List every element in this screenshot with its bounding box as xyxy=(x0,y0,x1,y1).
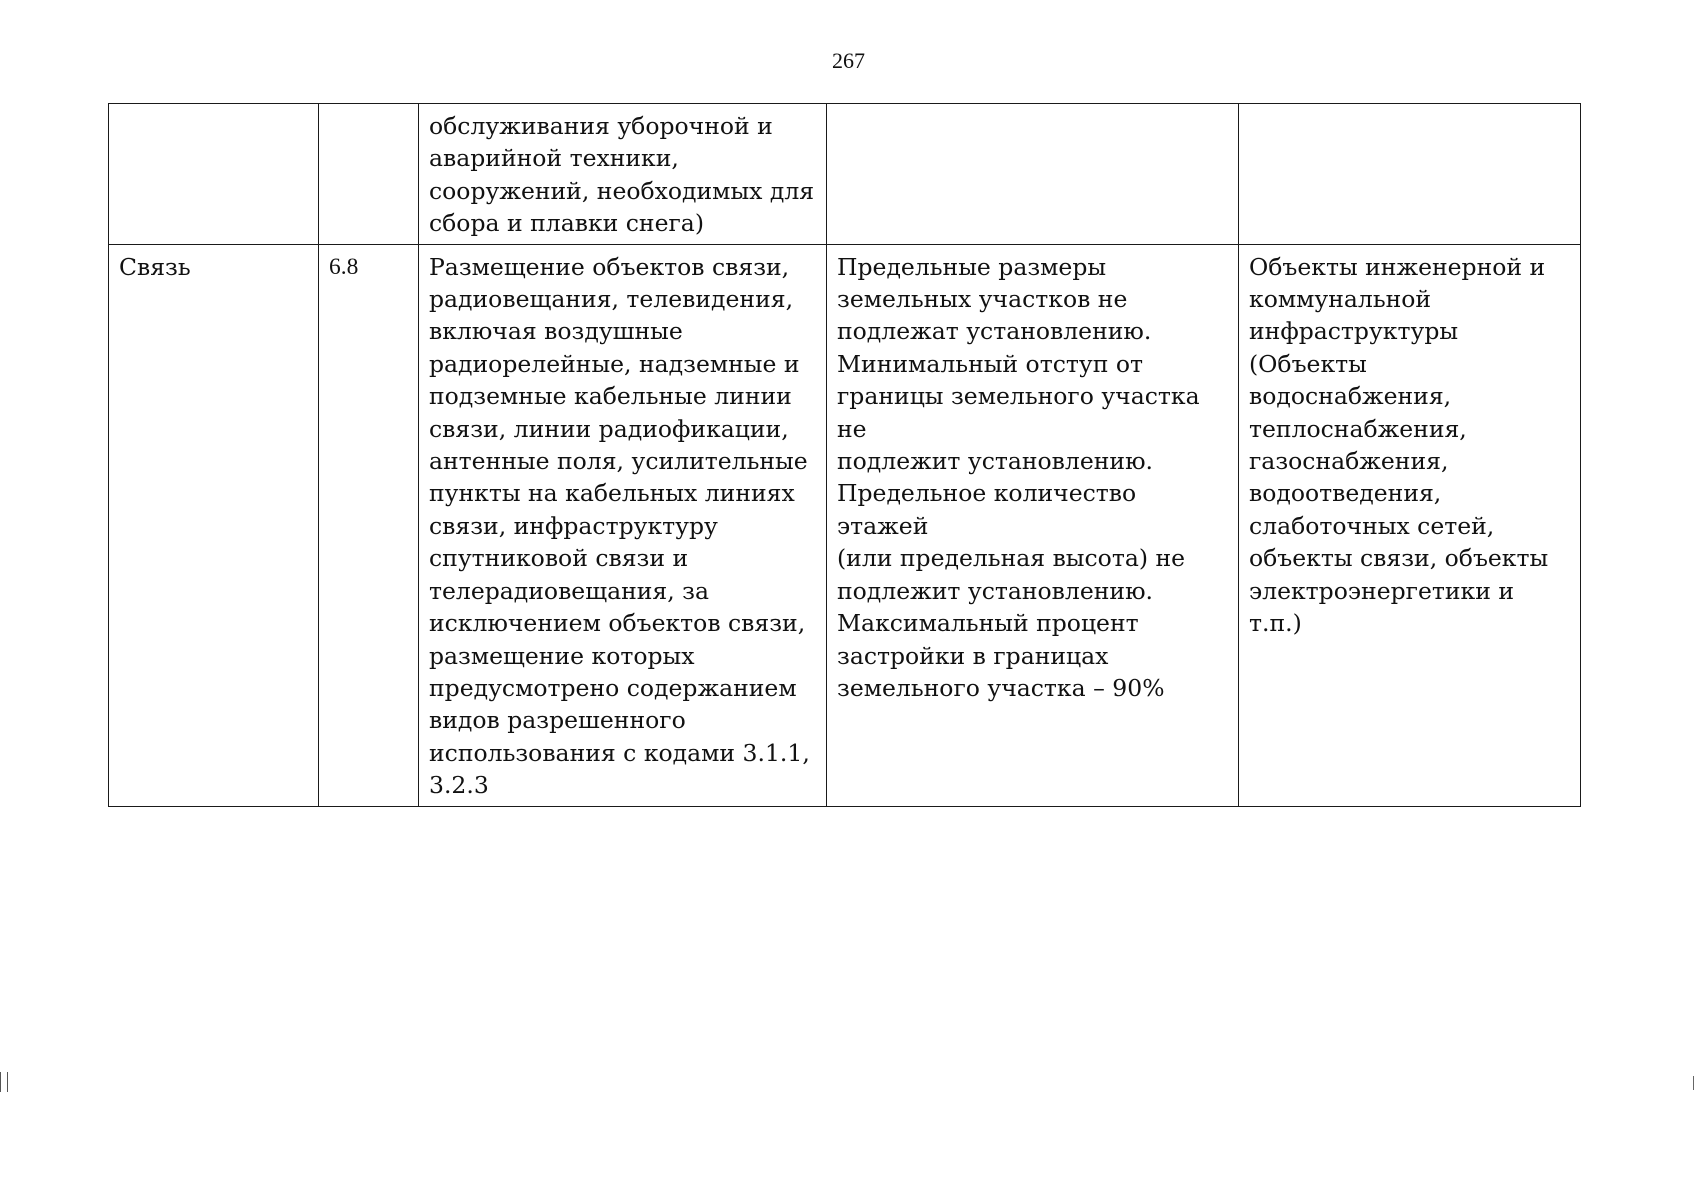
land-use-table xyxy=(108,103,1581,807)
cell-auxiliary-uses: Объекты инженерной и коммунальной инфраструктуры (Объекты водоснабжения, теплоснабжения, газоснабжения, водоотведения, слаботочных сетей, объекты связи, объекты электроэнергетики и т.п.) xyxy=(1239,244,1581,806)
table-row-continuation xyxy=(109,104,1581,245)
cell-use-code xyxy=(319,104,419,245)
cell-use-description: обслуживания уборочной и аварийной техники, сооружений, необходимых для сбора и плавки снега) xyxy=(419,104,827,245)
cell-auxiliary-uses xyxy=(1239,104,1581,245)
page-number: 267 xyxy=(832,48,865,73)
scan-margin-mark xyxy=(1693,1076,1697,1090)
scan-margin-mark xyxy=(0,1072,8,1092)
cell-parameters: Предельные размеры земельных участков не подлежат установлению. Минимальный отступ от границы земельного участка не подлежит установлению. Предельное количество этажей (или предельная высота) не подлежит установлению. Максимальный процент застройки в границах земельного участка – 90% xyxy=(827,244,1239,806)
cell-use-code: 6.8 xyxy=(319,244,419,806)
cell-use-description: Размещение объектов связи, радиовещания, телевидения, включая воздушные радиорелейные, надземные и подземные кабельные линии связи, линии радиофикации, антенные поля, усилительные пункты на кабельных линиях связи, инфраструктуру спутниковой связи и телерадиовещания, за исключением объектов связи, размещение которых предусмотрено содержанием видов разрешенного использования с кодами 3.1.1, 3.2.3 xyxy=(419,244,827,806)
cell-use-name: Связь xyxy=(109,244,319,806)
cell-use-name xyxy=(109,104,319,245)
table-row-communication xyxy=(109,244,1581,806)
cell-parameters xyxy=(827,104,1239,245)
